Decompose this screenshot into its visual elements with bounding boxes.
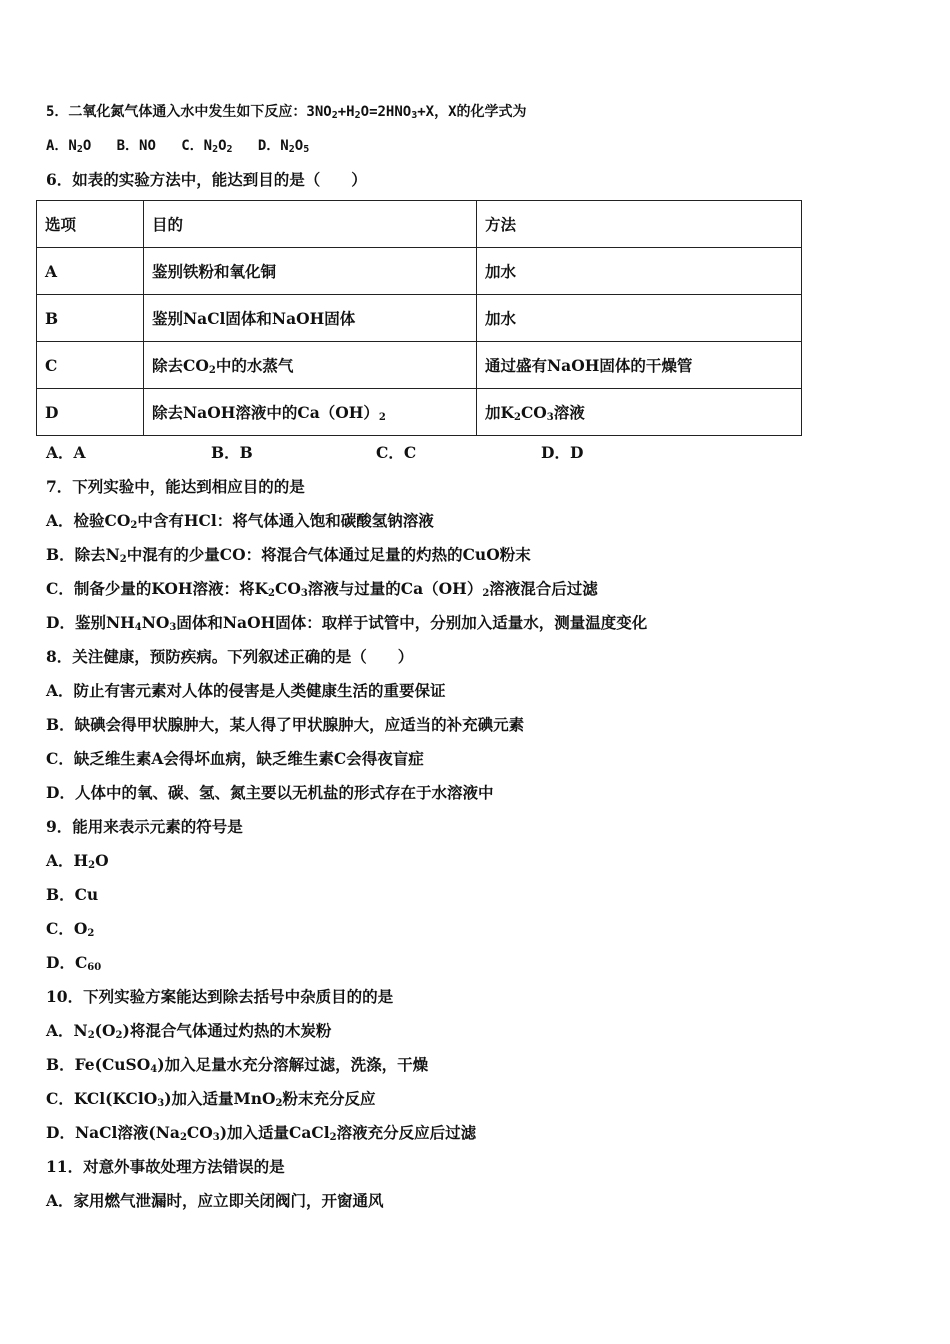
q9-option-b: B．Cu <box>46 885 99 904</box>
q6-stem: 6．如表的实验方法中，能达到目的是（ ） <box>46 170 367 189</box>
table-cell-option: B <box>37 295 144 342</box>
q8-option-a: A．防止有害元素对人体的侵害是人类健康生活的重要保证 <box>46 681 446 700</box>
table-header-cell: 选项 <box>37 201 144 248</box>
table-row <box>37 248 802 295</box>
table-header-cell: 方法 <box>477 201 802 248</box>
table-cell-purpose: 鉴别铁粉和氧化铜 <box>144 248 477 295</box>
q7-option-a: A．检验$CO_2$中含有HCl：将气体通入饱和碳酸氢钠溶液 <box>46 511 434 531</box>
table-cell-option: D <box>37 389 144 436</box>
table-cell-method: 加水 <box>477 248 802 295</box>
q6-option-a: A．A <box>46 443 86 462</box>
q6-option-c: C．C <box>376 443 417 462</box>
table-cell-purpose: 鉴别NaCl固体和NaOH固体 <box>144 295 477 342</box>
q5-option-c: C．$N_2O_2$ <box>181 138 233 155</box>
table-header-row <box>37 201 802 248</box>
table-row <box>37 295 802 342</box>
q7-stem: 7．下列实验中，能达到相应目的的是 <box>46 477 305 496</box>
table-row <box>37 342 802 389</box>
q10-stem: 10．下列实验方案能达到除去括号中杂质目的的是 <box>46 987 394 1006</box>
table-cell-purpose: 除去$CO_2$中的水蒸气 <box>144 342 477 389</box>
table-cell-method: 加水 <box>477 295 802 342</box>
q9-option-a: A．$H_2O$ <box>46 851 109 871</box>
q7-option-d: D．鉴别$NH_4NO_3$固体和NaOH固体：取样于试管中，分别加入适量水，测量温度变化 <box>46 613 648 633</box>
q6-options <box>46 443 583 463</box>
q6-option-b: B．B <box>211 443 253 462</box>
q11-stem: 11．对意外事故处理方法错误的是 <box>46 1157 285 1176</box>
q9-option-c: C．$O_2$ <box>46 919 95 939</box>
q5-option-d: D．$N_2O_5$ <box>257 138 310 155</box>
q6-option-d: D．D <box>541 443 584 462</box>
q10-option-a: A．$N_2(O_2)$将混合气体通过灼热的木炭粉 <box>46 1021 332 1041</box>
q8-stem: 8．关注健康，预防疾病。下列叙述正确的是（ ） <box>46 647 414 666</box>
table-cell-purpose: 除去NaOH溶液中的$Ca(OH)_2$ <box>144 389 477 436</box>
q10-option-d: D．NaCl溶液$(Na_2CO_3)$加入适量CaCl$_2$溶液充分反应后过滤 <box>46 1123 477 1143</box>
q11-option-a: A．家用燃气泄漏时，应立即关闭阀门，开窗通风 <box>46 1191 384 1210</box>
q5-option-a: A．$N_2O$ <box>46 138 92 155</box>
table-cell-option: C <box>37 342 144 389</box>
table-cell-method: 通过盛有NaOH固体的干燥管 <box>477 342 802 389</box>
q5-options <box>46 136 309 156</box>
q5-option-b: B．NO <box>116 138 156 154</box>
q10-option-b: B．Fe(CuSO$_4$)加入足量水充分溶解过滤，洗涤，干燥 <box>46 1055 429 1075</box>
q5-stem: 5．二氧化氮气体通入水中发生如下反应：$3NO_2+H_2O=2HNO_3+X$，X的化学式为 <box>46 104 527 121</box>
table-row <box>37 389 802 436</box>
q7-option-c: C．制备少量的KOH溶液：将$K_2CO_3$溶液与过量的$Ca(OH)_2$溶液混合后过滤 <box>46 579 598 599</box>
q10-option-c: C．KCl(KClO$_3$)加入适量MnO$_2$粉末充分反应 <box>46 1089 376 1109</box>
table-header-cell: 目的 <box>144 201 477 248</box>
q8-option-c: C．缺乏维生素A会得坏血病，缺乏维生素C会得夜盲症 <box>46 749 424 768</box>
table-cell-method: 加$K_2CO_3$溶液 <box>477 389 802 436</box>
table-cell-option: A <box>37 248 144 295</box>
q8-option-b: B．缺碘会得甲状腺肿大，某人得了甲状腺肿大，应适当的补充碘元素 <box>46 715 525 734</box>
q9-option-d: D．$C_{60}$ <box>46 953 102 973</box>
q6-table <box>36 200 802 436</box>
q9-stem: 9．能用来表示元素的符号是 <box>46 817 243 836</box>
q7-option-b: B．除去$N_2$中混有的少量CO：将混合气体通过足量的灼热的CuO粉末 <box>46 545 531 565</box>
q8-option-d: D．人体中的氧、碳、氢、氮主要以无机盐的形式存在于水溶液中 <box>46 783 494 802</box>
